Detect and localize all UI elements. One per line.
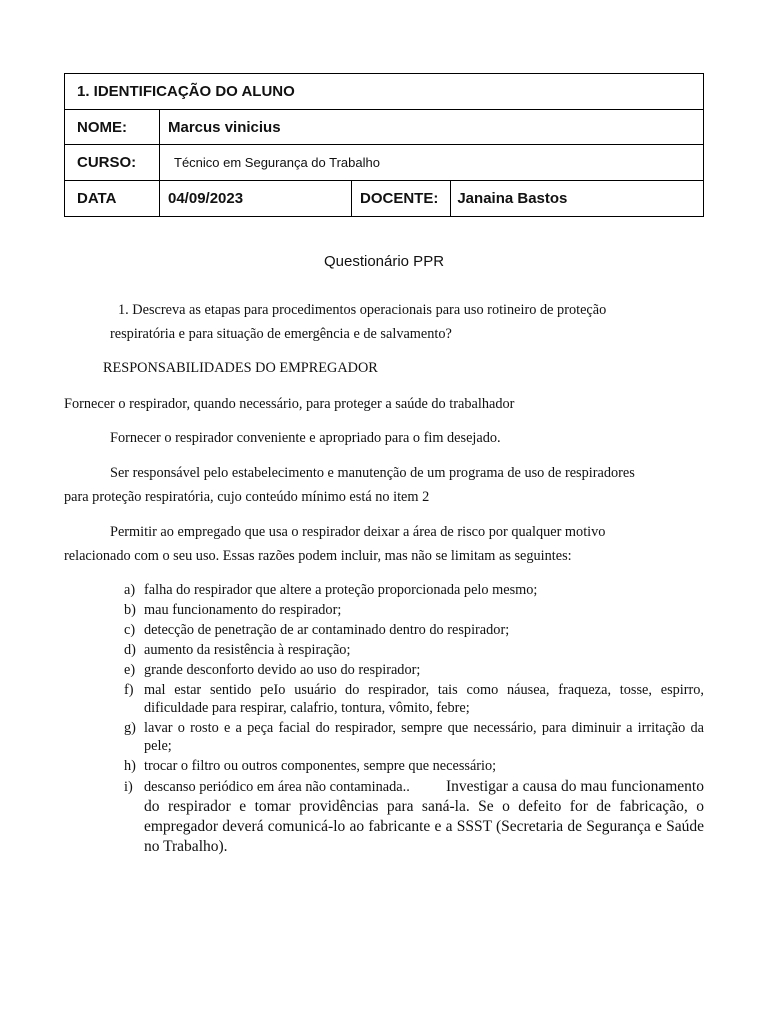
question-1-line-1: 1. Descreva as etapas para procedimentos operacionais para uso rotineiro de proteção — [118, 302, 607, 318]
identification-section-title: 1. IDENTIFICAÇÃO DO ALUNO — [65, 74, 704, 110]
list-item — [124, 661, 704, 679]
list-item-text: aumento da resistência à respiração; — [144, 642, 351, 658]
list-item — [124, 601, 704, 619]
teacher-label: DOCENTE: — [352, 181, 451, 217]
date-value: 04/09/2023 — [160, 181, 352, 217]
course-value: Técnico em Segurança do Trabalho — [160, 145, 704, 181]
student-identification-table — [64, 73, 704, 217]
paragraph-3-line-1: Ser responsável pelo estabelecimento e manutenção de um programa de uso de respiradores — [110, 465, 635, 481]
paragraph-3-line-2: para proteção respiratória, cujo conteúdo mínimo está no item 2 — [64, 489, 430, 505]
list-marker: g) — [124, 720, 136, 736]
list-item — [124, 757, 704, 775]
list-item — [124, 641, 704, 659]
paragraph-4-line-2: relacionado com o seu uso. Essas razões podem incluir, mas não se limitam as seguintes: — [64, 548, 572, 564]
paragraph-2: Fornecer o respirador conveniente e apropriado para o fim desejado. — [110, 430, 501, 446]
name-value: Marcus vinicius — [160, 110, 704, 145]
list-marker: d) — [124, 642, 136, 658]
list-marker: h) — [124, 758, 136, 774]
list-marker: a) — [124, 582, 136, 598]
list-item — [124, 681, 704, 717]
list-item — [124, 719, 704, 755]
list-item-text: detecção de penetração de ar contaminado dentro do respirador; — [144, 622, 510, 638]
course-label: CURSO: — [65, 145, 160, 181]
paragraph-4 — [64, 520, 724, 568]
list-item-text: falha do respirador que altere a proteção proporcionada pelo mesmo; — [144, 582, 538, 598]
list-marker: c) — [124, 622, 136, 638]
employer-responsibilities-heading: RESPONSABILIDADES DO EMPREGADOR — [103, 360, 378, 376]
name-label: NOME: — [65, 110, 160, 145]
paragraph-4-line-1: Permitir ao empregado que usa o respirador deixar a área de risco por qualquer motivo — [110, 524, 606, 540]
paragraph-1: Fornecer o respirador, quando necessário, para proteger a saúde do trabalhador — [64, 396, 515, 412]
list-item-text: grande desconforto devido ao uso do respirador; — [144, 662, 421, 678]
list-marker: e) — [124, 662, 136, 678]
list-item-text: lavar o rosto e a peça facial do respirador, sempre que necessário, para diminuir a irritação da pele; — [144, 720, 704, 754]
reasons-list — [124, 581, 704, 859]
list-item — [124, 777, 704, 857]
list-item-text: trocar o filtro ou outros componentes, sempre que necessário; — [144, 758, 497, 774]
questionnaire-title: Questionário PPR — [323, 253, 445, 270]
list-item-continuation: Investigar a causa do mau funcionamento do respirador e tomar providências para saná-la. Se o defeito for de fabricação, o empregador deverá comunicá-lo ao fabricante e a SSST (Secretaria de Segurança e Saúde no Trabalho). — [144, 778, 704, 855]
list-marker: f) — [124, 682, 134, 698]
list-item-text: mau funcionamento do respirador; — [144, 602, 342, 618]
teacher-value: Janaina Bastos — [451, 181, 704, 217]
list-item — [124, 621, 704, 639]
list-item-text: descanso periódico em área não contaminada.. — [144, 779, 410, 795]
list-item-text: mal estar sentido peIo usuário do respirador, tais como náusea, fraqueza, tosse, espirro, dificuldade para respirar, calafrio, tontura, vômito, febre; — [144, 682, 704, 716]
list-item — [124, 581, 704, 599]
list-marker: b) — [124, 602, 136, 618]
list-marker: i) — [124, 779, 133, 795]
paragraph-3 — [64, 461, 724, 509]
question-1-line-2: respiratória e para situação de emergência e de salvamento? — [110, 326, 452, 342]
date-label: DATA — [65, 181, 160, 217]
question-1 — [110, 298, 710, 346]
